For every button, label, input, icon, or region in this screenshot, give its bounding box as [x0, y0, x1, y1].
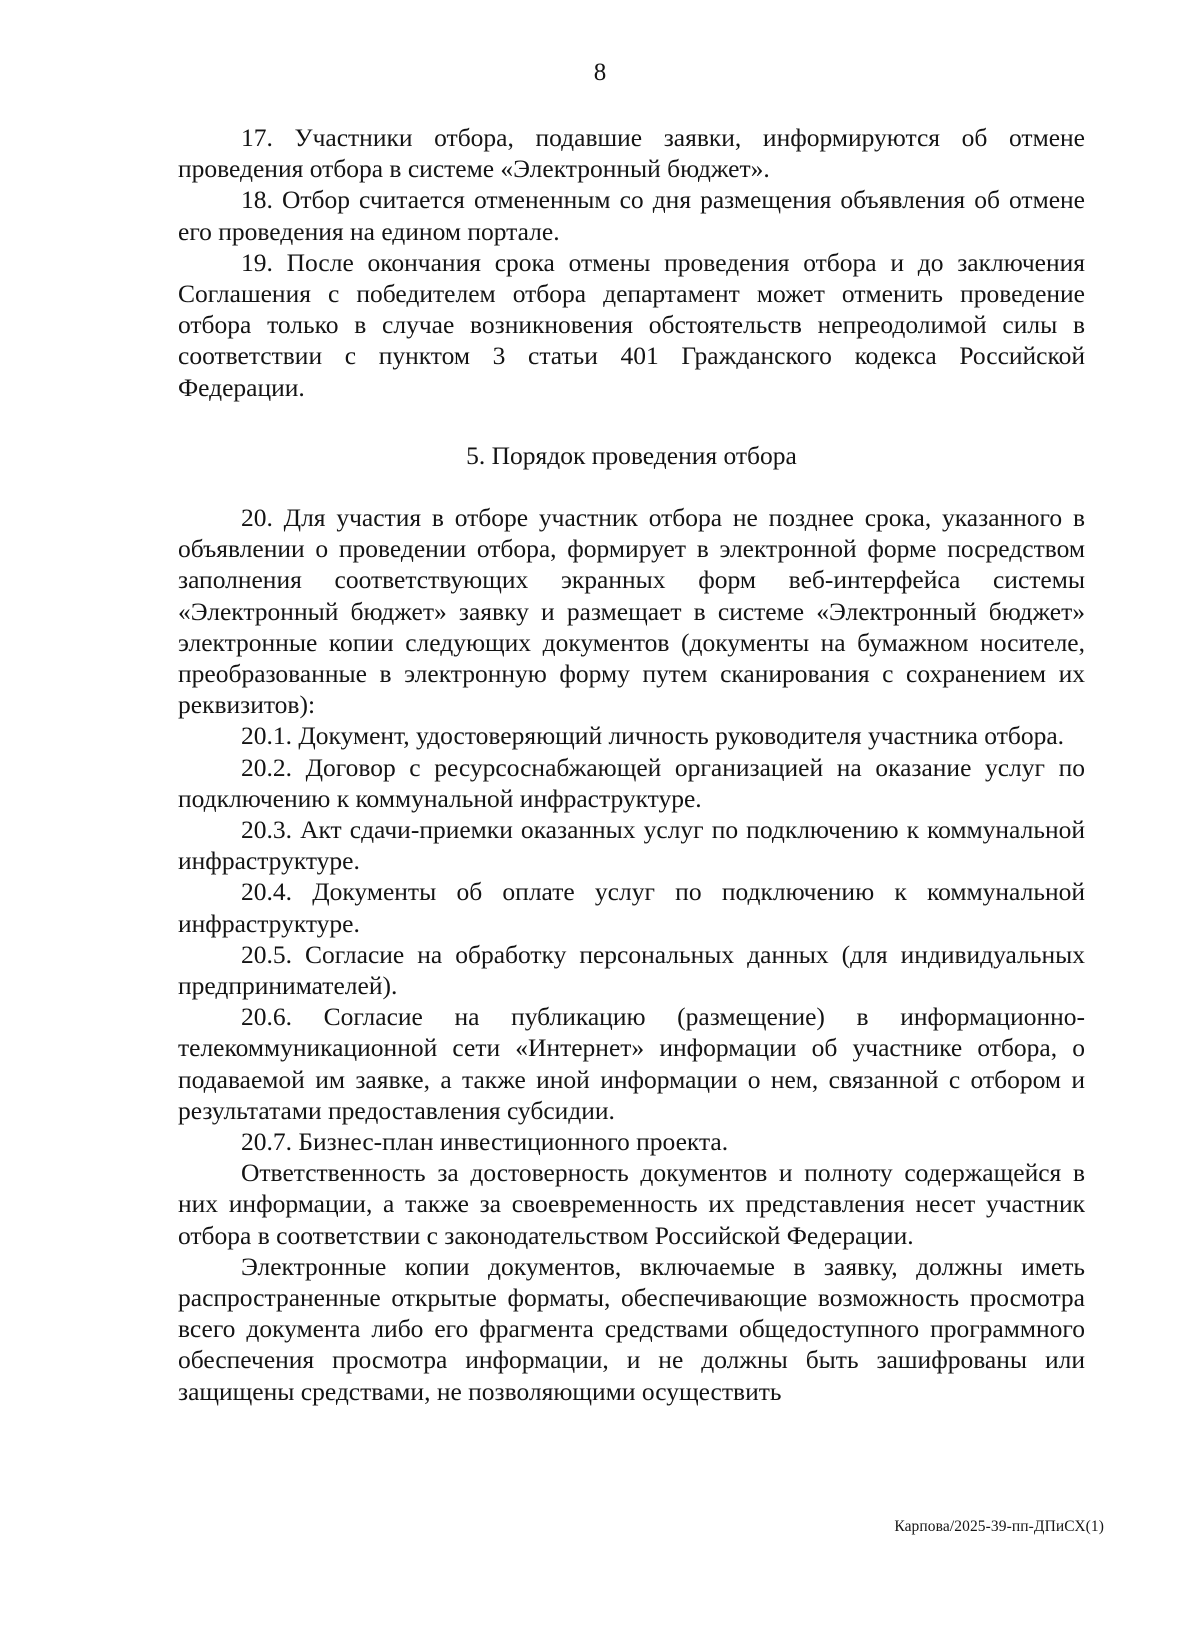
- paragraph-19: 19. После окончания срока отмены проведения отбора и до заключения Соглашения с победителем отбора департамент может отменить проведение отбора только в случае возникновения обстоятельств непреодолимой силы в соответствии с пунктом 3 статьи 401 Гражданского кодекса Российской Федерации.: [178, 247, 1085, 402]
- paragraph-20-4: 20.4. Документы об оплате услуг по подключению к коммунальной инфраструктуре.: [178, 877, 1085, 938]
- paragraph-20-1: 20.1. Документ, удостоверяющий личность руководителя участника отбора.: [241, 721, 1065, 751]
- paragraph-20: 20. Для участия в отборе участник отбора не позднее срока, указанного в объявлении о проведении отбора, формирует в электронной форме посредством заполнения соответствующих экранных форм веб-интерфейса системы «Электронный бюджет» заявку и размещает в системе «Электронный бюджет» электронные копии следующих документов (документы на бумажном носителе, преобразованные в электронную форму путем сканирования с сохранением их реквизитов):: [178, 503, 1085, 720]
- document-footer-code: Карпова/2025-39-пп-ДПиСХ(1): [894, 1518, 1104, 1535]
- page-number: 8: [593, 59, 607, 86]
- text-block-main: [178, 502, 1085, 1407]
- paragraph-responsibility: Ответственность за достоверность документов и полноту содержащейся в них информации, а также за своевременность их представления несет участник отбора в соответствии с законодательством Российской Федерации.: [178, 1158, 1085, 1250]
- paragraph-17: 17. Участники отбора, подавшие заявки, информируются об отмене проведения отбора в системе «Электронный бюджет».: [178, 123, 1085, 184]
- paragraph-20-7: 20.7. Бизнес-план инвестиционного проекта.: [241, 1127, 729, 1157]
- paragraph-electronic-copies: Электронные копии документов, включаемые в заявку, должны иметь распространенные открытые форматы, обеспечивающие возможность просмотра всего документа либо его фрагмента средствами общедоступного программного обеспечения просмотра информации, и не должны быть зашифрованы или защищены средствами, не позволяющими осуществить: [178, 1251, 1085, 1406]
- paragraph-20-5: 20.5. Согласие на обработку персональных данных (для индивидуальных предпринимателей).: [178, 939, 1085, 1001]
- paragraph-20-6: 20.6. Согласие на публикацию (размещение) в информационно-телекоммуникационной сети «Интернет» информации об участнике отбора, о подаваемой им заявке, а также иной информации о нем, связанной с отбором и результатами предоставления субсидии.: [178, 1002, 1085, 1125]
- section-heading: 5. Порядок проведения отбора: [466, 441, 797, 470]
- text-block-top: [178, 122, 1085, 403]
- paragraph-18: 18. Отбор считается отмененным со дня размещения объявления об отмене его проведения на едином портале.: [178, 185, 1085, 246]
- paragraph-20-2: 20.2. Договор с ресурсоснабжающей организацией на оказание услуг по подключению к коммунальной инфраструктуре.: [178, 752, 1085, 813]
- paragraph-20-3: 20.3. Акт сдачи-приемки оказанных услуг по подключению к коммунальной инфраструктуре.: [178, 815, 1085, 876]
